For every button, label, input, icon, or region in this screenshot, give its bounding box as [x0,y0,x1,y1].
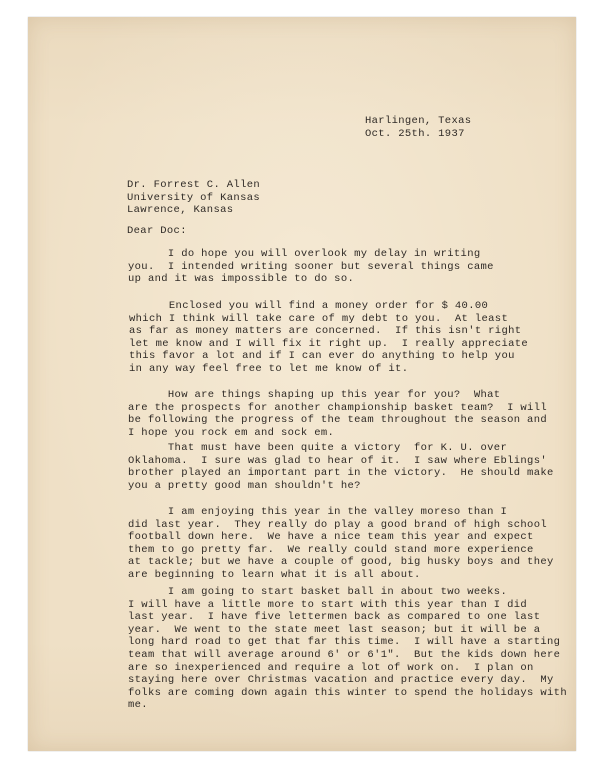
recipient-address [127,179,260,217]
paragraph-basketball-plans: I am going to start basket ball in about two weeks. I will have a little more to start with this year than I did last year. I have five lettermen back as compared to one last year. We went to the state meet last season; but it will be a long hard road to get that far this time. I will have a starting team that will average around 6' or 6'1". But the kids down here are so inexperienced and require a lot of work on. I plan on staying here over Christmas vacation and practice every day. My folks are coming down again this winter to spend the holidays with me. [128,586,567,712]
date-block [365,115,471,140]
paragraph-money-order: Enclosed you will find a money order for $ 40.00 which I think will take care of my debt to you. At least as far as money matters are concerned. If this isn't right let me know and I will fix it right up. I really appreciate this favor a lot and if I can ever do anything to help you in any way feel free to let me know of it. [129,300,529,375]
paragraph-oklahoma-victory: That must have been quite a victory for K. U. over Oklahoma. I sure was glad to hear of it. I saw where Eblings' brother played an important part in the victory. He should make you a pretty good man shouldn't he? [128,442,554,492]
paragraph-valley-football: I am enjoying this year in the valley moreso than I did last year. They really do play a good brand of high school football down here. We have a nice team this year and expect them to go pretty far. We really could stand more experience at tackle; but we have a couple of good, big husky boys and they are beginning to learn what it is all about. [128,506,554,581]
recipient-name: Dr. Forrest C. Allen [127,179,261,191]
letter-place: Harlingen, Texas [365,115,472,127]
recipient-institution: University of Kansas [127,191,261,204]
salutation: Dear Doc: [127,225,187,237]
paragraph-apology: I do hope you will overlook my delay in writing you. I intended writing sooner but several things came up and it was impossible to do so. [128,248,494,286]
recipient-city: Lawrence, Kansas [127,204,234,217]
letter-date: Oct. 25th. 1937 [365,127,465,140]
paragraph-season-prospects: How are things shaping up this year for you? What are the prospects for another championship basket team? I will be following the progress of the team throughout the season and I hope you rock em and sock em. [128,389,548,439]
